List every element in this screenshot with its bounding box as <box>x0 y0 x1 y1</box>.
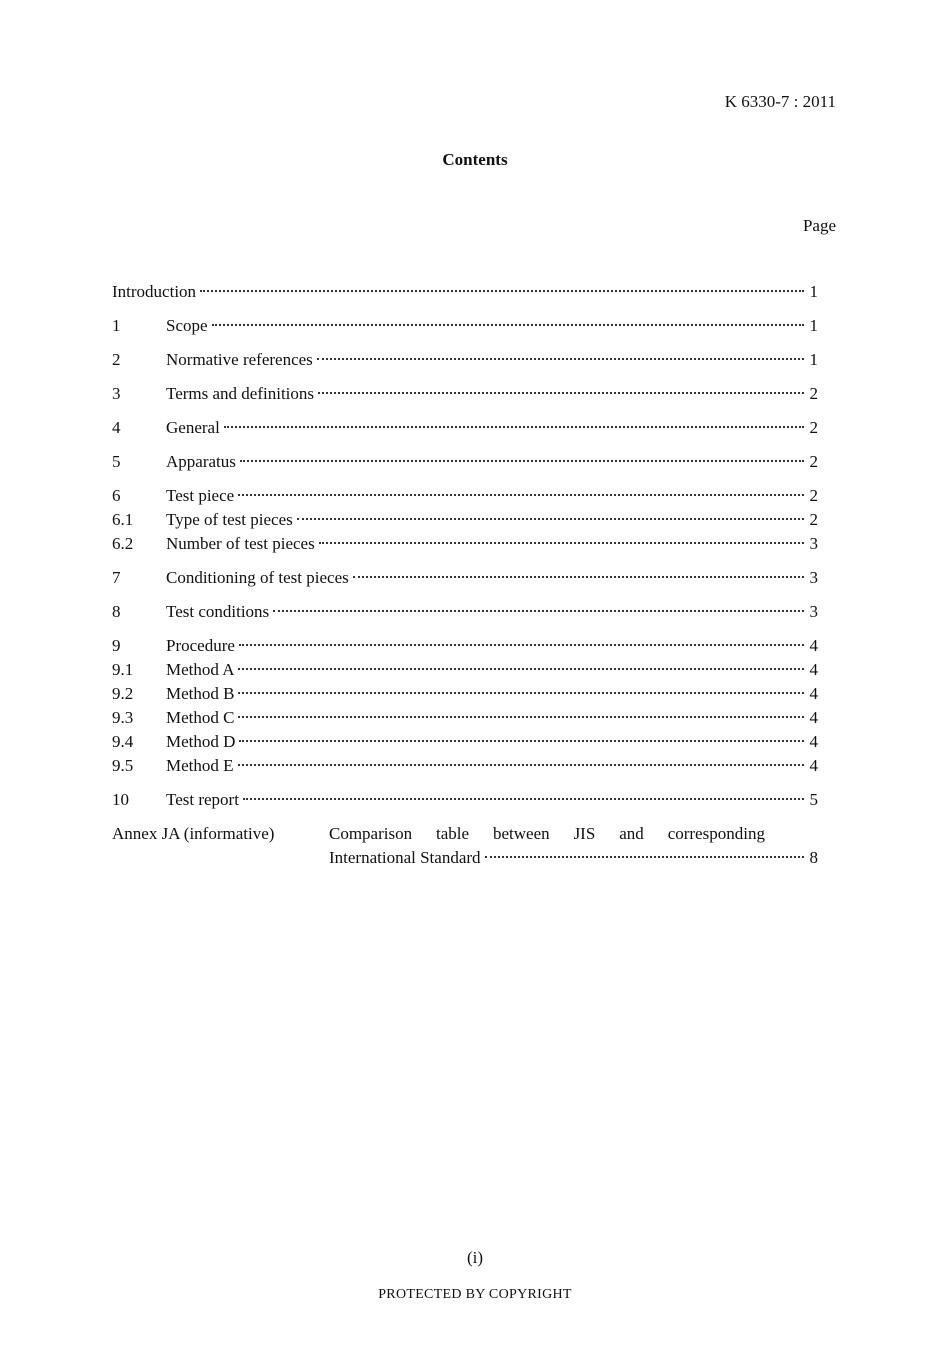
toc-entry-page-number: 3 <box>809 602 818 621</box>
toc-entry[interactable] <box>112 754 818 778</box>
toc-entry-number: 6.2 <box>112 534 134 553</box>
annex-word: Comparison <box>329 824 413 843</box>
toc-entry-number: 9.5 <box>112 756 134 775</box>
toc-entry-page-number: 4 <box>809 732 818 751</box>
toc-entry-title: Normative references <box>166 350 313 369</box>
toc-entry-title: Introduction <box>112 282 197 301</box>
document-id: K 6330-7 : 2011 <box>724 92 836 111</box>
dot-leader <box>485 856 804 858</box>
toc-entry-number: 9.3 <box>112 708 134 727</box>
toc-entry-page-number: 4 <box>809 684 818 703</box>
toc-entry-number: 3 <box>112 384 121 403</box>
toc-entry-title: Scope <box>166 316 208 335</box>
toc-entry-number: 9.4 <box>112 732 134 751</box>
dot-leader <box>319 542 804 544</box>
toc-entry[interactable] <box>112 532 818 556</box>
toc-entry[interactable] <box>112 788 818 812</box>
annex-page-number: 8 <box>809 848 818 867</box>
toc-entry[interactable] <box>112 416 818 440</box>
toc-entry-number: 4 <box>112 418 121 437</box>
toc-entry-page-number: 3 <box>809 534 818 553</box>
toc-entry[interactable] <box>112 730 818 754</box>
toc-entry-number: 9.2 <box>112 684 134 703</box>
annex-title-line2 <box>329 846 818 870</box>
dot-leader <box>240 460 804 462</box>
toc-entry-number: 1 <box>112 316 121 335</box>
annex-word: and <box>619 824 644 843</box>
toc-entry-page-number: 3 <box>809 568 818 587</box>
toc-entry[interactable] <box>112 280 818 304</box>
toc-entry-title: Test report <box>166 790 239 809</box>
dot-leader <box>318 392 804 394</box>
toc-entry[interactable] <box>112 634 818 658</box>
dot-leader <box>238 692 804 694</box>
dot-leader <box>317 358 804 360</box>
toc-entry-number: 9 <box>112 636 121 655</box>
dot-leader <box>239 740 804 742</box>
dot-leader <box>238 668 804 670</box>
toc-entry-page-number: 2 <box>809 384 818 403</box>
toc-entry-page-number: 1 <box>809 350 818 369</box>
toc-entry[interactable] <box>112 682 818 706</box>
toc-entry-title: Number of test pieces <box>166 534 315 553</box>
annex-word: between <box>493 824 550 843</box>
toc-entry-title: Test conditions <box>166 602 270 621</box>
annex-title-line1 <box>329 822 765 846</box>
annex-title-text: International Standard <box>329 848 481 867</box>
dot-leader <box>297 518 804 520</box>
toc-entry[interactable] <box>112 566 818 590</box>
toc-entry-page-number: 1 <box>809 282 818 301</box>
toc-annex-entry[interactable] <box>112 822 818 870</box>
toc-entry-page-number: 2 <box>809 418 818 437</box>
toc-entry[interactable] <box>112 450 818 474</box>
toc-entry-title: General <box>166 418 220 437</box>
dot-leader <box>200 290 804 292</box>
toc-entry-page-number: 1 <box>809 316 818 335</box>
toc-entry-title: Test piece <box>166 486 235 505</box>
annex-word: table <box>436 824 470 843</box>
toc-entry-title: Method D <box>166 732 236 751</box>
dot-leader <box>243 798 804 800</box>
toc-entry[interactable] <box>112 658 818 682</box>
toc-entry-title: Type of test pieces <box>166 510 293 529</box>
toc-entry-title: Apparatus <box>166 452 236 471</box>
toc-entry[interactable] <box>112 508 818 532</box>
toc-entry[interactable] <box>112 314 818 338</box>
toc-entry-page-number: 4 <box>809 660 818 679</box>
toc-entry-page-number: 2 <box>809 510 818 529</box>
toc-entry-page-number: 2 <box>809 486 818 505</box>
toc-entry-number: 9.1 <box>112 660 134 679</box>
dot-leader <box>238 764 804 766</box>
toc-entry-number: 10 <box>112 790 129 809</box>
toc-entry-number: 6.1 <box>112 510 134 529</box>
toc-entry-title: Method B <box>166 684 235 703</box>
toc-entry-page-number: 5 <box>809 790 818 809</box>
dot-leader <box>224 426 804 428</box>
dot-leader <box>239 644 804 646</box>
toc-entry[interactable] <box>112 706 818 730</box>
toc-entry-number: 7 <box>112 568 121 587</box>
table-of-contents <box>112 280 818 870</box>
dot-leader <box>212 324 804 326</box>
toc-entry-number: 5 <box>112 452 121 471</box>
toc-entry-title: Method C <box>166 708 235 727</box>
toc-entry-title: Terms and definitions <box>166 384 315 403</box>
dot-leader <box>273 610 804 612</box>
toc-entry[interactable] <box>112 600 818 624</box>
dot-leader <box>238 494 804 496</box>
toc-entry[interactable] <box>112 382 818 406</box>
toc-entry-number: 2 <box>112 350 121 369</box>
annex-word: corresponding <box>667 824 765 843</box>
toc-entry-title: Procedure <box>166 636 235 655</box>
toc-entry-title: Method E <box>166 756 234 775</box>
toc-entry-page-number: 4 <box>809 708 818 727</box>
page-title: Contents <box>442 150 508 169</box>
toc-entry-number: 8 <box>112 602 121 621</box>
toc-entry-page-number: 4 <box>809 636 818 655</box>
footer-page-number: (i) <box>466 1248 484 1267</box>
toc-entry[interactable] <box>112 348 818 372</box>
toc-entry-page-number: 2 <box>809 452 818 471</box>
toc-entry-page-number: 4 <box>809 756 818 775</box>
toc-entry-number: 6 <box>112 486 121 505</box>
toc-entry-title: Method A <box>166 660 235 679</box>
annex-word: JIS <box>573 824 596 843</box>
toc-entry-title: Conditioning of test pieces <box>166 568 349 587</box>
copyright-notice: PROTECTED BY COPYRIGHT <box>378 1287 572 1302</box>
dot-leader <box>353 576 804 578</box>
annex-label: Annex JA (informative) <box>112 824 275 843</box>
page-column-label: Page <box>802 216 836 235</box>
toc-entry[interactable] <box>112 484 818 508</box>
dot-leader <box>238 716 804 718</box>
